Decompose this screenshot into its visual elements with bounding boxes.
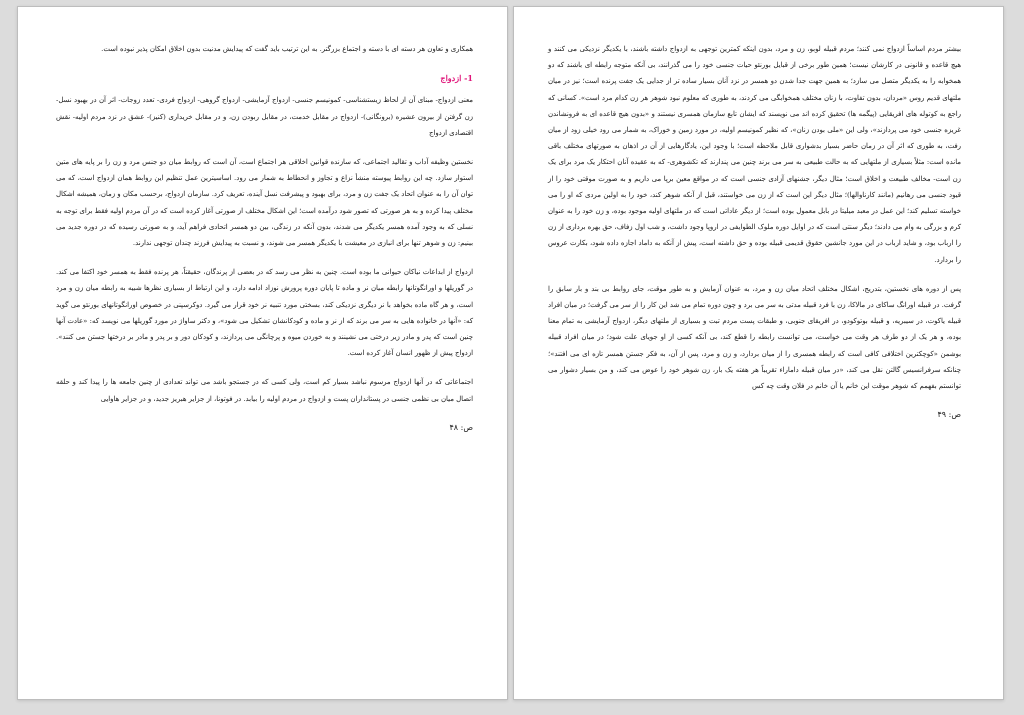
paragraph: نخستین وظیفه آداب و تقالید اجتماعی، که سازنده قوانین اخلاقی هر اجتماع است، آن است که روابط میان دو جنس مرد و زن را بر پایه های متین استوار سازد. چه این روابط پیوسته منشأ نزاع و تجاوز و انحطاط به شمار می رود. اساسیترین عمل تنظیم این روابط همان ازدواج است، که می توان آن را به عنوان اتحاد یک جفت زن و مرد، برای بهبود و پیشرفت نسل آینده، تعریف کرد. سازمان ازدواج، برحسب مکان و زمان، همیشه اشکال مختلف پیدا کرده و به هر صورتی که تصور شود درآمده است؛ این اشکال مختلف از صورتی آغاز کرده است که در آن مردم اولیه فقط برای توجه به نسلی که به وجود آمده همسر یکدیگر می شدند، بدون آنکه در زندگی، بین دو همسر اتحادی فراهم آید، و به صورتی رسیده که در دوره جدید می بینیم: زن و شوهر تنها برای انبازی در معیشت با یکدیگر همسر می شوند، و نسبت به پیدایش فرزند چندان توجهی ندارند. <box>56 158 473 248</box>
paragraph: اجتماعاتی که در آنها ازدواج مرسوم نباشد بسیار کم است، ولی کسی که در جستجو باشد می تواند تعدادی از چنین جامعه ها را پیدا کند و حلقه اتصال میان بی نظمی جنسی در پستانداران پست و ازدواج در مردم اولیه را بیابد. در فوتونا، از جزایر هبریز جدید، و در جزایر هاوایی <box>56 378 473 403</box>
page-number: ص: ۴۹ <box>937 410 961 420</box>
paragraph: ازدواج از ابداعات نیاکان حیوانی ما بوده است. چنین به نظر می رسد که در بعضی از پرندگان، حقیقتاً، هر پرنده فقط به همسر خود اکتفا می کند. در گوریلها و اورانگوتانها رابطه میان نر و ماده تا پایان دوره پرورش نوزاد ادامه دارد، و این ارتباط از بسیاری نظرها شبیه به رابطه میان زن و مرد است، و هر گاه ماده بخواهد با نر دیگری نزدیکی کند، بسختی مورد تنبیه نر خود قرار می گیرد. دوکرسپنی در خصوص اورانگوتانهای بورنئو می گوید که: «آنها در خانواده هایی به سر می برند که از نر و ماده و کودکانشان تشکیل می شود»، و دکتر ساواژ در مورد گوریلها می نویسد که: «عادت آنها چنین است که پدر و مادر زیر درختی می نشینند و به خوردن میوه و پرچانگی می پردازند، و کودکان دور و بر پدر و مادر بر درختها جستن می کنند». ازدواج پیش از ظهور انسان آغاز کرده است. <box>56 268 473 358</box>
page-text-left <box>56 41 473 436</box>
paragraph: همکاری و تعاون هر دسته ای با دسته و اجتماع بزرگتر. به این ترتیب باید گفت که پیدایش مدنیت بدون اخلاق امکان پذیر نبوده است. <box>101 45 473 53</box>
document-page-left <box>17 6 508 700</box>
paragraph: بیشتر مردم اساساً ازدواج نمی کنند؛ مردم قبیله لوبو، زن و مرد، بدون اینکه کمترین توجهی به ازدواج داشته باشند، با یکدیگر نزدیکی می کنند و هیچ قاعده و قانونی در کارشان نیست؛ همین طور برخی از قبایل بورنئو حیات جنسی خود را می گذرانند، بی آنکه متوجه رابطه ای باشند که دو همخوابه را به یکدیگر متصل می سازد؛ به همین جهت جدا شدن دو همسر در نزد آنان بسیار ساده تر از جدایی یک جفت پرنده است؛ نیز در میان ملتهای قدیم روس «مردان، بدون تفاوت، با زنان مختلف همخوابگی می کردند، به طوری که معلوم نبود شوهر هر زن کدام مرد است». کسانی که راجع به کوتوله های افریقایی (پیگمه ها) تحقیق کرده اند می نویسند که ایشان تابع سازمان همسری نیستند و «بدون هیچ قاعده ای به فرونشاندن غریزه جنسی خود می پردازند»، ولی این «ملی بودن زنان»، که نظیر کمونیسم اولیه، در مورد زمین و خوراک، به شمار می رود خیلی زود از میان رفت، به طوری که اثر آن در زمان حاضر بسیار بدشواری قابل ملاحظه است؛ با وجود این، یادگارهایی از آن در اذهان به صورتهای مختلف باقی مانده است: مثلاً بسیاری از ملتهایی که به حالت طبیعی به سر می برند چنین می پندارند که تکشوهری- که به عقیده آنان احتکار یک مرد برای یک زن است- مخالف طبیعت و اخلاق است؛ مثال دیگر، جشنهای آزادی جنسی است که در مواقع معین برپا می داریم و به صورت موقتی خود را از قیود جنسی می رهانیم (مانند کارناوالها)؛ مثال دیگر این است که از زن می خواستند، قبل از آنکه شوهر کند، خود را به اولین مردی که او را می خواسته تسلیم کند؛ این عمل در معبد میلیتا در بابل معمول بوده است؛ از دیگر عاداتی است که در ملتهای اولیه موجود بوده، و زن خود را به عنوان کرم و بزرگی به وام می دادند؛ دیگر سنتی است که در اوایل دوره ملوک الطوایفی در اروپا وجود داشت، و شب اول زفاف، حق بهره برداری از زن را ارباب بود، و شاید ارباب در این مورد جانشین حقوق قدیمی قبیله بوده و حق داشته است، پیش از آنکه به داماد اجازه داده شود، بکارت عروس را بردارد. <box>548 45 961 264</box>
document-page-right <box>513 6 1004 700</box>
paragraph: پس از دوره های نخستین، بتدریج، اشکال مختلف اتحاد میان زن و مرد، به عنوان آزمایش و به طور موقت، جای روابط بی بند و بار سابق را گرفت. در قبیله اورانگ ساکای در مالاکا، زن با فرد قبیله مدتی به سر می برد و چون دوره تمام می شد این کار را از سر می گرفت؛ در میان افراد قبیله یاکوت، در سیبریه، و قبیله بوتوکودو، در افریقای جنوبی، و طبقات پست مردم تبت و بسیاری از ملتهای دیگر، ازدواج آزمایشی به تمام معنا بوده، و هر یک از دو طرف هر وقت می خواست، می توانست رابطه را قطع کند، بی آنکه کسی از او جویای علت شود؛ در میان افراد قبیله بوشمن «کوچکترین اختلافی کافی است که رابطه همسری را از میان بردارد، و زن و مرد، پس از آن، به فکر جستن همسر تازه ای می افتند»؛ چنانکه سرفرانسیس گالتن نقل می کند، «در میان قبیله داماراء تقریباً هر هفته یک بار، زن شوهر خود را عوض می کند، و من بسیار دشوار می توانستم بفهمم که شوهر موقت این خانم یا آن خانم در فلان وقت چه کس <box>548 284 961 391</box>
paragraph: معنی ازدواج- مبنای آن از لحاظ زیستشناسی- کمونیسم جنسی- ازدواج آزمایشی- ازدواج گروهی- ازدواج فردی- تعدد زوجات- اثر آن در بهبود نسل- زن گرفتن از بیرون عشیره (برونگانی)- ازدواج در مقابل خدمت، در مقابل ربودن زن، و در مقابل خریداری (کنیز)- عشق در نزد مردم اولیه- نقش اقتصادی ازدواج <box>56 96 473 137</box>
section-heading: 1- ازدواج <box>440 73 473 84</box>
page-number: ص: ۴۸ <box>449 422 473 432</box>
page-text-right <box>548 41 961 423</box>
